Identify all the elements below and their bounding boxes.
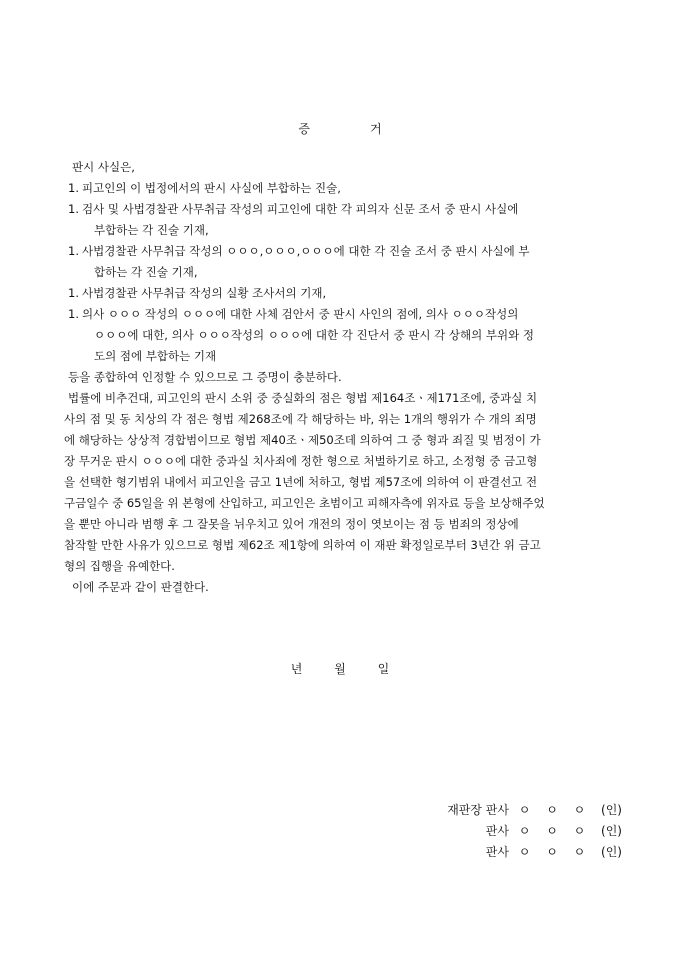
item-text: 합하는 각 진술 기재,: [94, 265, 198, 279]
law-line: 구금일수 중 65일을 위 본형에 산입하고, 피고인은 초범이고 피해자측에 위자료 등을 보상해주었: [64, 496, 545, 510]
evidence-item: [64, 304, 624, 367]
signature-name: ㅇ ㅇ ㅇ: [518, 803, 592, 817]
law-line: 에 해당하는 상상적 경합범이므로 형법 제40조ㆍ제50조데 의하여 그 중 형과 죄질 및 범정이 가: [64, 433, 541, 447]
date-month: 월: [334, 662, 346, 676]
signature-seal: (인): [601, 845, 622, 859]
item-text: 검사 및 사법경찰관 사무취급 작성의 피고인에 대한 각 피의자 신문 조서 중 판시 사실에: [82, 202, 519, 216]
signature-row: [441, 800, 622, 821]
evidence-item: [64, 178, 624, 199]
law-line: 법률에 비추건대, 피고인의 판시 소위 중 중실화의 점은 형법 제164조ㆍ제171조에, 중과실 치: [68, 391, 538, 405]
signature-seal: (인): [601, 803, 622, 817]
law-paragraph: [64, 388, 624, 577]
law-line: 사의 점 및 동 치상의 각 점은 형법 제268조에 각 해당하는 바, 위는 1개의 행위가 수 개의 죄명: [64, 412, 537, 426]
item-number: 1.: [68, 181, 79, 195]
section-title: [0, 120, 680, 137]
evidence-item: [64, 283, 624, 304]
item-number: 1.: [68, 202, 79, 216]
item-text: ㅇㅇㅇ에 대한, 의사 ㅇㅇㅇ작성의 ㅇㅇㅇ에 대한 각 진단서 중 판시 각 상해의 부위와 정: [94, 328, 534, 342]
signature-seal: (인): [601, 824, 622, 838]
item-number: 1.: [68, 244, 79, 258]
law-line: 장 무거운 판시 ㅇㅇㅇ에 대한 중과실 치사죄에 정한 형으로 처벌하기로 하고, 소정형 중 금고형: [64, 454, 538, 468]
item-text: 피고인의 이 법정에서의 판시 사실에 부합하는 진술,: [82, 181, 341, 195]
law-line: 형의 집행을 유예한다.: [64, 559, 175, 573]
signature-block: [441, 800, 622, 863]
date-year: 년: [290, 662, 303, 676]
evidence-body: [64, 157, 624, 598]
signature-row: [441, 821, 622, 842]
item-text: 사법경찰관 사무취급 작성의 실황 조사서의 기재,: [82, 286, 327, 300]
item-number: 1.: [68, 286, 79, 300]
item-text: 사법경찰관 사무취급 작성의 ㅇㅇㅇ,ㅇㅇㅇ,ㅇㅇㅇ에 대한 각 진술 조서 중 판시 사실에 부: [82, 244, 530, 258]
item-text: 의사 ㅇㅇㅇ 작성의 ㅇㅇㅇ에 대한 사체 검안서 중 판시 사인의 점에, 의사 ㅇㅇㅇ작성의: [82, 307, 519, 321]
law-line: 참작할 만한 사유가 있으므로 형법 제62조 제1항에 의하여 이 재판 확정일로부터 3년간 위 금고: [64, 538, 541, 552]
signature-name: ㅇ ㅇ ㅇ: [518, 824, 592, 838]
title-left: 증: [298, 122, 310, 136]
conclusion-line: 이에 주문과 같이 판결한다.: [72, 580, 209, 594]
law-line: 을 선택한 형기범위 내에서 피고인을 금고 1년에 처하고, 형법 제57조에 의하여 이 판결선고 전: [64, 475, 538, 489]
date-day: 일: [377, 662, 390, 676]
item-text: 부합하는 각 진술 기재,: [94, 223, 209, 237]
intro-line: 판시 사실은,: [72, 160, 135, 174]
signature-role: 판사: [485, 824, 509, 838]
law-line: 을 뿐만 아니라 범행 후 그 잘못을 뉘우치고 있어 개전의 정이 엿보이는 점 등 범죄의 정상에: [64, 517, 519, 531]
signature-name: ㅇ ㅇ ㅇ: [518, 845, 592, 859]
signature-role: 재판장 판사: [447, 803, 509, 817]
summary-line: 등을 종합하여 인정할 수 있으므로 그 증명이 충분하다.: [68, 370, 342, 384]
item-number: 1.: [68, 307, 79, 321]
title-right: 거: [370, 122, 382, 136]
item-text: 도의 점에 부합하는 기재: [94, 349, 217, 363]
signature-role: 판사: [485, 845, 509, 859]
signature-row: [441, 842, 622, 863]
date-line: [0, 660, 680, 677]
evidence-item: [64, 241, 624, 283]
evidence-item: [64, 199, 624, 241]
